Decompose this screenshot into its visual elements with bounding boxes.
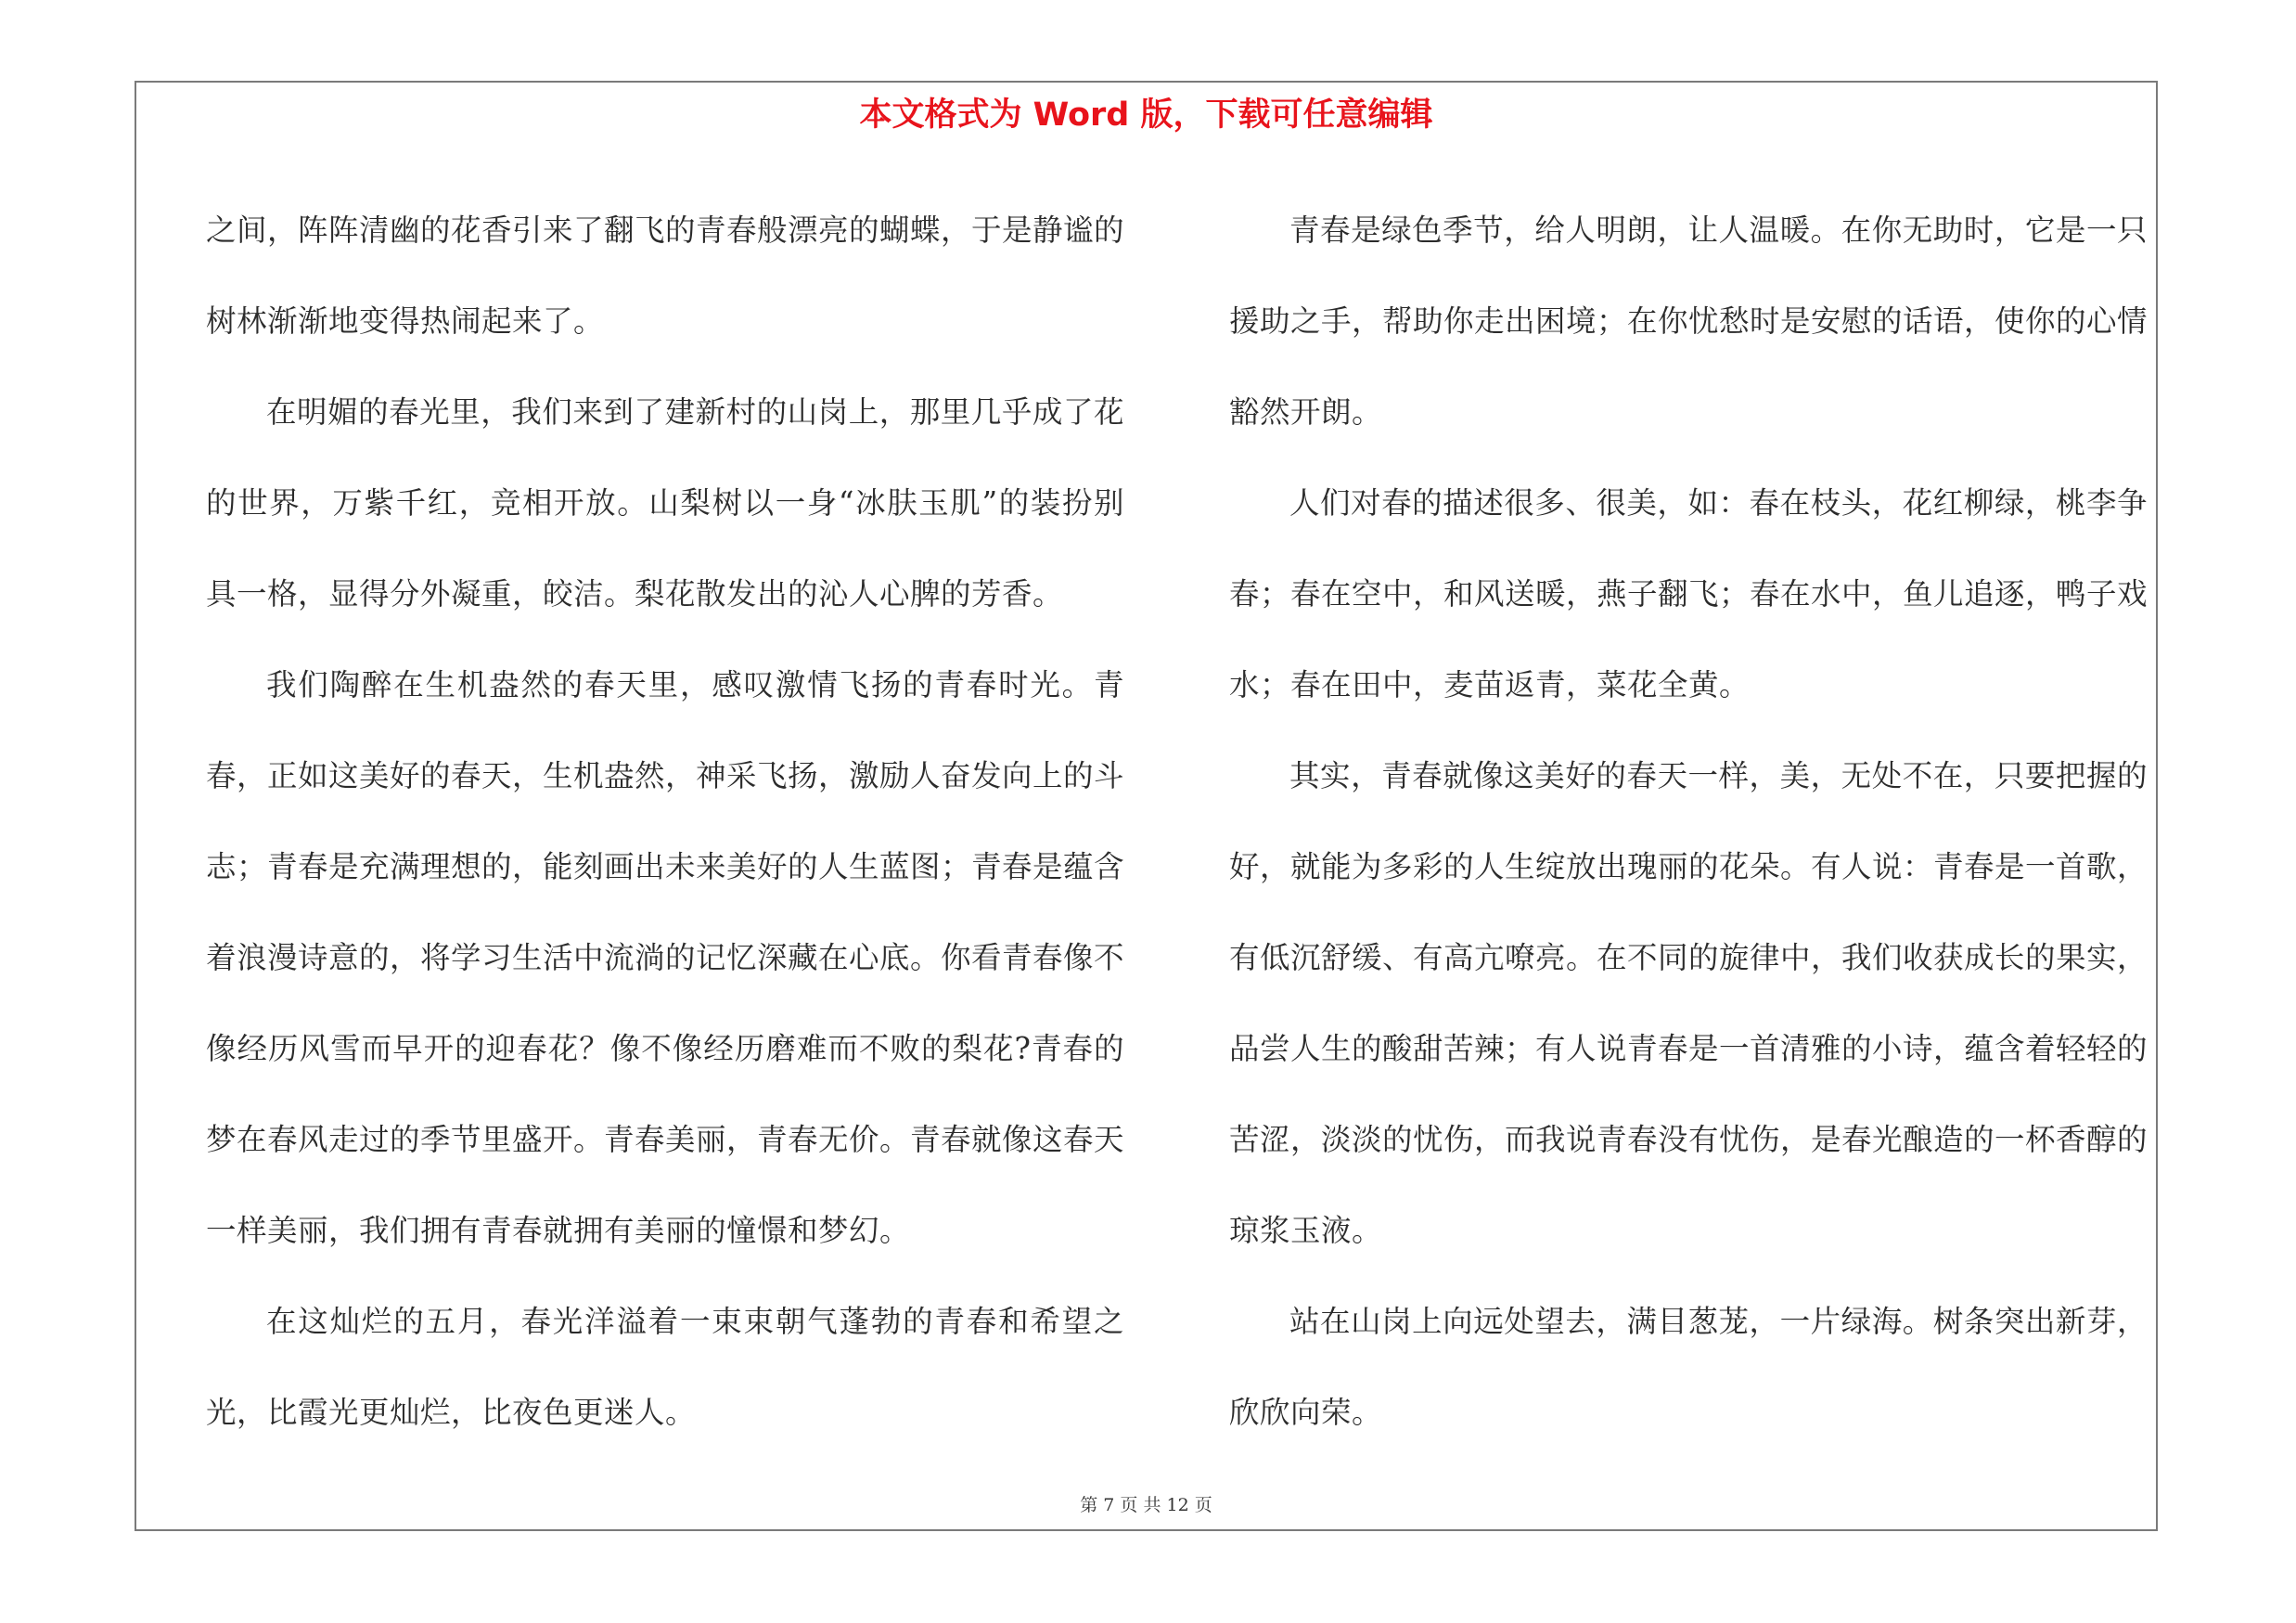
paragraph: 之间，阵阵清幽的花香引来了翻飞的青春般漂亮的蝴蝶，于是静谧的树林渐渐地变得热闹起来了。 (206, 213, 1125, 339)
paragraph: 青春是绿色季节，给人明朗，让人温暖。在你无助时，它是一只援助之手，帮助你走出困境；在你忧愁时是安慰的话语，使你的心情豁然开朗。 (1229, 213, 2148, 430)
paragraph: 我们陶醉在生机盎然的春天里，感叹激情飞扬的青春时光。青春，正如这美好的春天，生机盎然，神采飞扬，激励人奋发向上的斗志；青春是充满理想的，能刻画出未来美好的人生蓝图；青春是蕴含着浪漫诗意的，将学习生活中流淌的记忆深藏在心底。你看青春像不像经历风雪而早开的迎春花？像不像经历磨难而不败的梨花?青春的梦在春风走过的季节里盛开。青春美丽，青春无价。青春就像这春天一样美丽，我们拥有青春就拥有美丽的憧憬和梦幻。 (206, 667, 1125, 1248)
paragraph: 站在山岗上向远处望去，满目葱茏，一片绿海。树条突出新芽，欣欣向荣。 (1229, 1304, 2148, 1430)
paragraph: 在这灿烂的五月，春光洋溢着一束束朝气蓬勃的青春和希望之光，比霞光更灿烂，比夜色更迷人。 (206, 1304, 1124, 1430)
left-column (206, 185, 1124, 1458)
document-banner: 本文格式为 Word 版，下载可任意编辑 (859, 97, 1433, 134)
paragraph: 其实，青春就像这美好的春天一样，美，无处不在，只要把握的好，就能为多彩的人生绽放出瑰丽的花朵。有人说：青春是一首歌，有低沉舒缓、有高亢嘹亮。在不同的旋律中，我们收获成长的果实，品尝人生的酸甜苦辣；有人说青春是一首清雅的小诗，蕴含着轻轻的苦涩，淡淡的忧伤，而我说青春没有忧伤，是春光酿造的一杯香醇的琼浆玉液。 (1229, 758, 2148, 1248)
paragraph: 人们对春的描述很多、很美，如：春在枝头，花红柳绿，桃李争春；春在空中，和风送暖，燕子翻飞；春在水中，鱼儿追逐，鸭子戏水；春在田中，麦苗返青，菜花全黄。 (1229, 485, 2148, 702)
page-frame (135, 81, 2158, 1531)
right-column (1229, 185, 2148, 1458)
page-number: 第 7 页 共 12 页 (1080, 1495, 1212, 1515)
paragraph: 在明媚的春光里，我们来到了建新村的山岗上，那里几乎成了花的世界，万紫千红，竞相开放。山梨树以一身“冰肤玉肌”的装扮别具一格，显得分外凝重，皎洁。梨花散发出的沁人心脾的芳香。 (206, 394, 1124, 612)
